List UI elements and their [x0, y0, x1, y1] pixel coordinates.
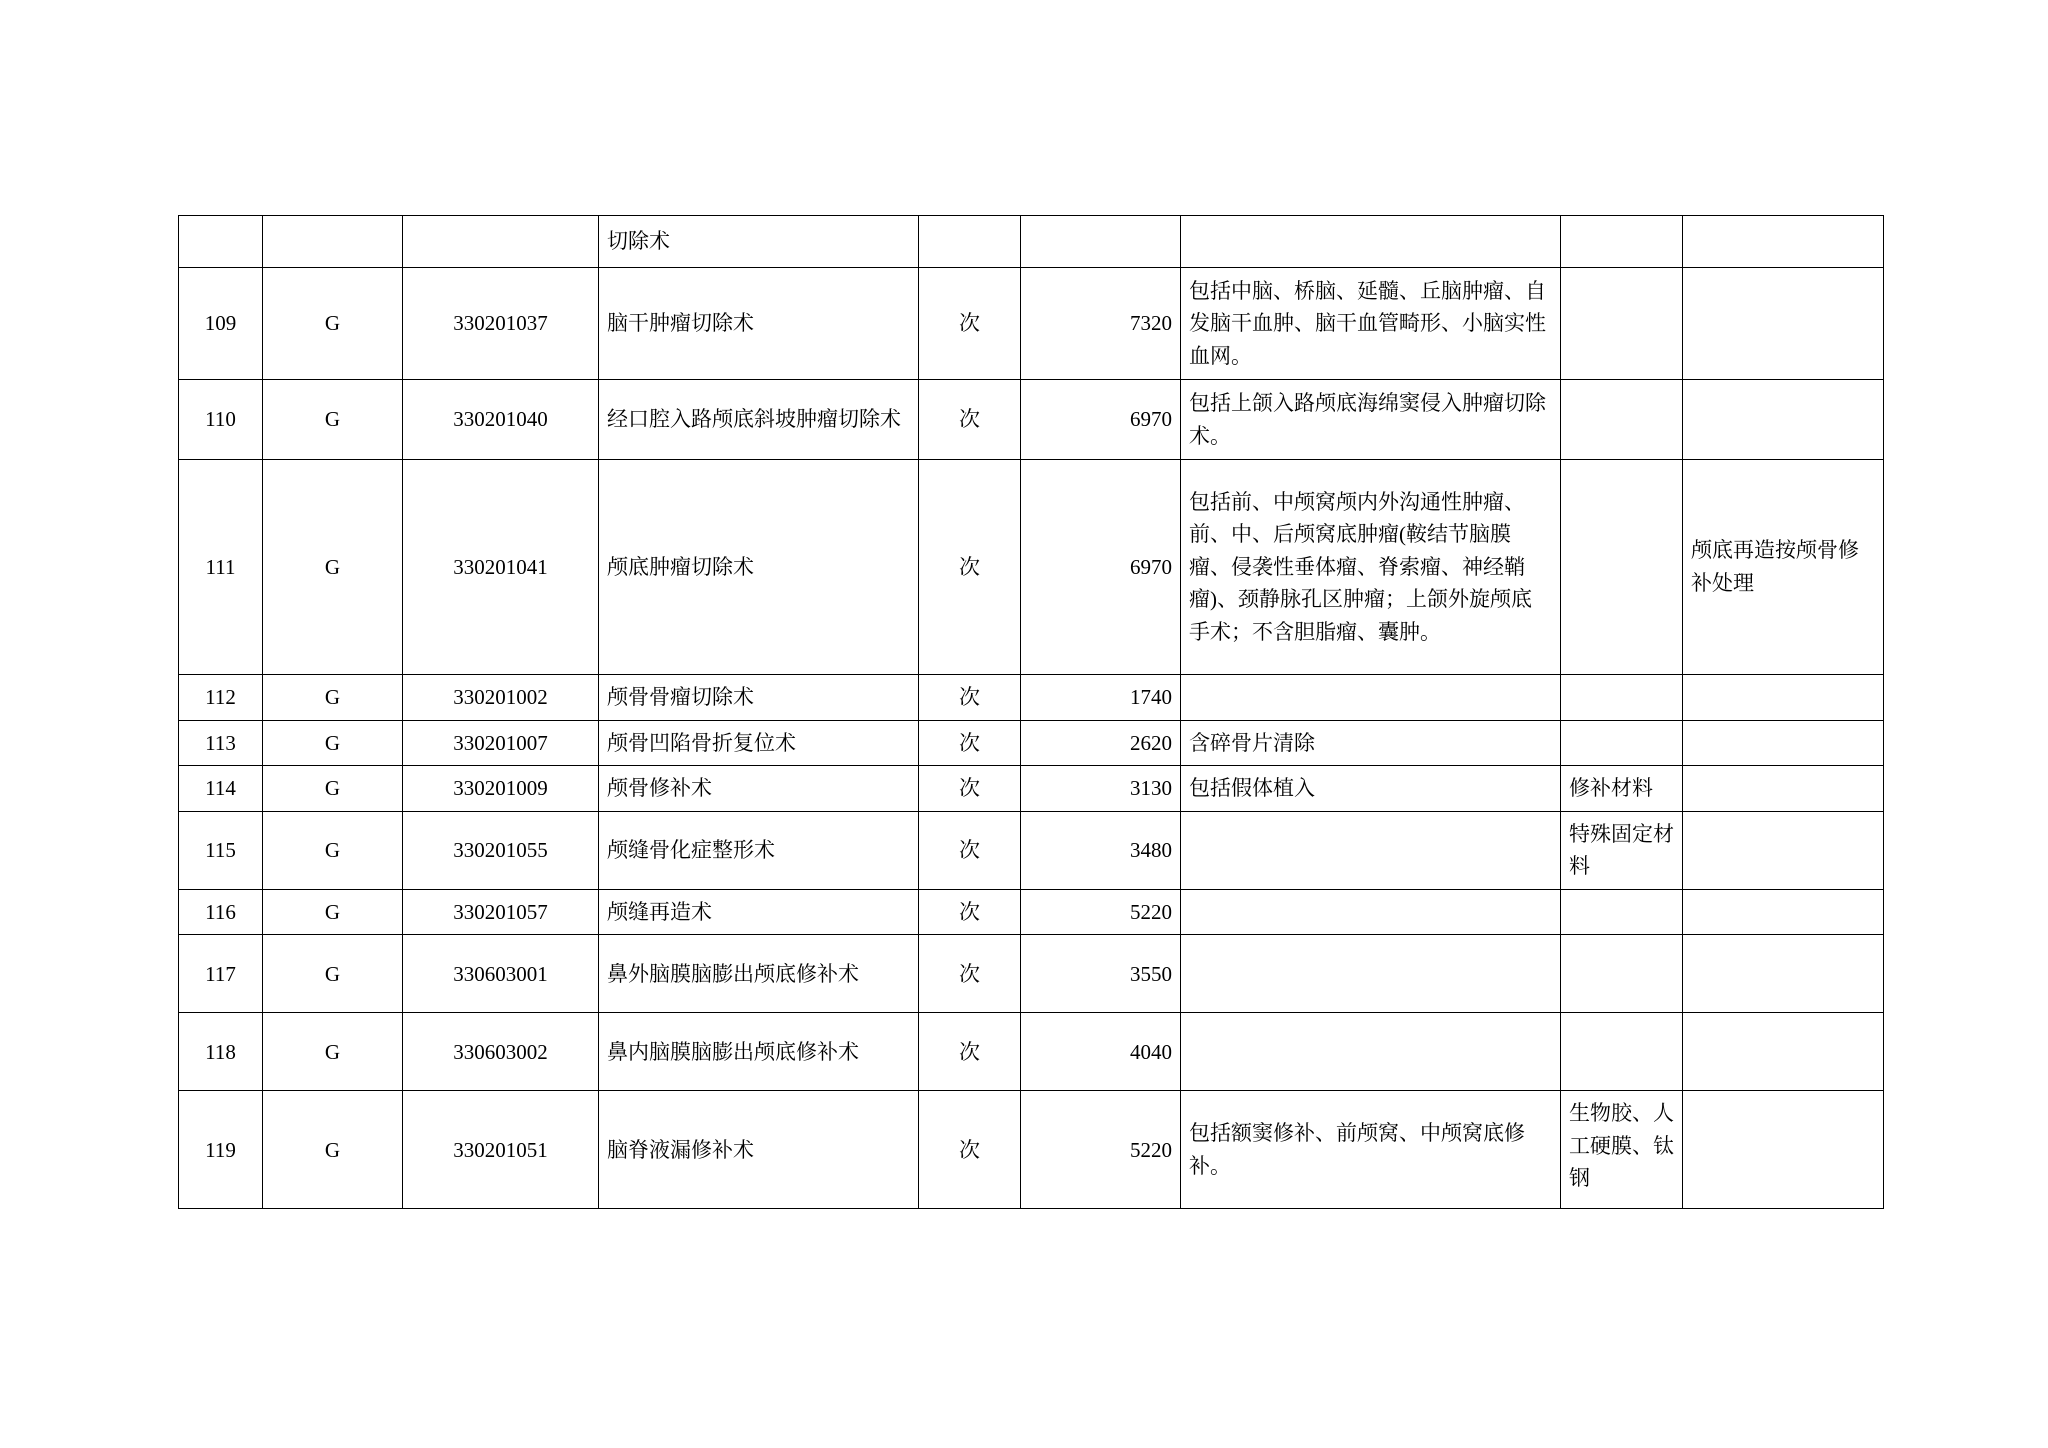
cell-material: [1561, 380, 1683, 460]
cell-note: [1683, 766, 1884, 812]
cell-item-name: 颅底肿瘤切除术: [599, 460, 919, 675]
cell-level: G: [263, 1013, 403, 1091]
cell-unit: 次: [919, 766, 1021, 812]
cell-description: 包括中脑、桥脑、延髓、丘脑肿瘤、自发脑干血肿、脑干血管畸形、小脑实性血网。: [1181, 268, 1561, 380]
table-row: [179, 1013, 1884, 1091]
cell-price: 5220: [1021, 1091, 1181, 1209]
cell-code: 330603002: [403, 1013, 599, 1091]
cell-note: [1683, 811, 1884, 889]
cell-unit: 次: [919, 675, 1021, 721]
cell-description: 含碎骨片清除: [1181, 720, 1561, 766]
cell-level: G: [263, 268, 403, 380]
cell-unit: 次: [919, 380, 1021, 460]
table-row: [179, 811, 1884, 889]
cell-level: G: [263, 1091, 403, 1209]
cell-code: 330201051: [403, 1091, 599, 1209]
cell-unit: 次: [919, 935, 1021, 1013]
cell-note: [1683, 1091, 1884, 1209]
cell-material: [1561, 889, 1683, 935]
cell-price: [1021, 216, 1181, 268]
cell-code: 330201007: [403, 720, 599, 766]
cell-serial-number: 110: [179, 380, 263, 460]
cell-level: G: [263, 766, 403, 812]
cell-price: 1740: [1021, 675, 1181, 721]
cell-material: [1561, 720, 1683, 766]
cell-item-name: 颅骨凹陷骨折复位术: [599, 720, 919, 766]
cell-price: 3480: [1021, 811, 1181, 889]
cell-item-name: 颅缝骨化症整形术: [599, 811, 919, 889]
cell-note: [1683, 1013, 1884, 1091]
cell-description: 包括前、中颅窝颅内外沟通性肿瘤、前、中、后颅窝底肿瘤(鞍结节脑膜瘤、侵袭性垂体瘤、脊索瘤、神经鞘瘤)、颈静脉孔区肿瘤；上颌外旋颅底手术；不含胆脂瘤、囊肿。: [1181, 460, 1561, 675]
cell-description: [1181, 216, 1561, 268]
cell-price: 6970: [1021, 380, 1181, 460]
cell-material: [1561, 268, 1683, 380]
cell-level: G: [263, 380, 403, 460]
cell-item-name: 颅骨骨瘤切除术: [599, 675, 919, 721]
cell-code: 330201040: [403, 380, 599, 460]
cell-code: 330201055: [403, 811, 599, 889]
cell-material: [1561, 675, 1683, 721]
cell-item-name: 脑脊液漏修补术: [599, 1091, 919, 1209]
cell-level: G: [263, 935, 403, 1013]
cell-level: G: [263, 811, 403, 889]
table-row: [179, 889, 1884, 935]
cell-unit: 次: [919, 460, 1021, 675]
table-row: [179, 380, 1884, 460]
table-row: [179, 720, 1884, 766]
cell-serial-number: 111: [179, 460, 263, 675]
cell-material: [1561, 216, 1683, 268]
cell-code: 330603001: [403, 935, 599, 1013]
cell-price: 3550: [1021, 935, 1181, 1013]
cell-code: 330201009: [403, 766, 599, 812]
cell-material: [1561, 935, 1683, 1013]
cell-level: G: [263, 720, 403, 766]
cell-serial-number: 113: [179, 720, 263, 766]
cell-description: 包括额窦修补、前颅窝、中颅窝底修补。: [1181, 1091, 1561, 1209]
cell-code: 330201037: [403, 268, 599, 380]
cell-price: 3130: [1021, 766, 1181, 812]
cell-price: 7320: [1021, 268, 1181, 380]
cell-code: 330201057: [403, 889, 599, 935]
table-row: [179, 935, 1884, 1013]
cell-item-name: 脑干肿瘤切除术: [599, 268, 919, 380]
table-row: [179, 460, 1884, 675]
cell-unit: 次: [919, 720, 1021, 766]
cell-serial-number: 117: [179, 935, 263, 1013]
cell-price: 5220: [1021, 889, 1181, 935]
cell-material: 特殊固定材料: [1561, 811, 1683, 889]
cell-description: 包括假体植入: [1181, 766, 1561, 812]
table-row: [179, 1091, 1884, 1209]
cell-unit: [919, 216, 1021, 268]
cell-description: [1181, 1013, 1561, 1091]
table-row: [179, 675, 1884, 721]
cell-code: [403, 216, 599, 268]
cell-serial-number: 118: [179, 1013, 263, 1091]
cell-level: G: [263, 889, 403, 935]
cell-note: [1683, 889, 1884, 935]
cell-item-name: 经口腔入路颅底斜坡肿瘤切除术: [599, 380, 919, 460]
cell-level: G: [263, 460, 403, 675]
cell-item-name: 颅缝再造术: [599, 889, 919, 935]
cell-level: [263, 216, 403, 268]
cell-description: 包括上颌入路颅底海绵窦侵入肿瘤切除术。: [1181, 380, 1561, 460]
cell-note: 颅底再造按颅骨修补处理: [1683, 460, 1884, 675]
cell-note: [1683, 935, 1884, 1013]
cell-unit: 次: [919, 889, 1021, 935]
table-row: [179, 268, 1884, 380]
cell-unit: 次: [919, 1013, 1021, 1091]
cell-note: [1683, 720, 1884, 766]
cell-description: [1181, 935, 1561, 1013]
cell-item-name: 鼻外脑膜脑膨出颅底修补术: [599, 935, 919, 1013]
cell-price: 4040: [1021, 1013, 1181, 1091]
cell-description: [1181, 811, 1561, 889]
cell-serial-number: 116: [179, 889, 263, 935]
cell-note: [1683, 216, 1884, 268]
cell-material: [1561, 460, 1683, 675]
cell-price: 2620: [1021, 720, 1181, 766]
cell-unit: 次: [919, 1091, 1021, 1209]
cell-material: 修补材料: [1561, 766, 1683, 812]
cell-note: [1683, 675, 1884, 721]
cell-serial-number: [179, 216, 263, 268]
table-row: [179, 216, 1884, 268]
cell-unit: 次: [919, 811, 1021, 889]
medical-service-price-table: [178, 215, 1884, 1209]
cell-serial-number: 114: [179, 766, 263, 812]
cell-note: [1683, 268, 1884, 380]
cell-serial-number: 119: [179, 1091, 263, 1209]
cell-unit: 次: [919, 268, 1021, 380]
cell-note: [1683, 380, 1884, 460]
cell-item-name: 鼻内脑膜脑膨出颅底修补术: [599, 1013, 919, 1091]
cell-serial-number: 115: [179, 811, 263, 889]
cell-description: [1181, 675, 1561, 721]
table-body: [179, 216, 1884, 1209]
table-row: [179, 766, 1884, 812]
cell-description: [1181, 889, 1561, 935]
cell-code: 330201041: [403, 460, 599, 675]
cell-level: G: [263, 675, 403, 721]
cell-price: 6970: [1021, 460, 1181, 675]
cell-serial-number: 112: [179, 675, 263, 721]
cell-material: [1561, 1013, 1683, 1091]
cell-item-name: 切除术: [599, 216, 919, 268]
cell-code: 330201002: [403, 675, 599, 721]
cell-material: 生物胶、人工硬膜、钛钢: [1561, 1091, 1683, 1209]
cell-serial-number: 109: [179, 268, 263, 380]
cell-item-name: 颅骨修补术: [599, 766, 919, 812]
